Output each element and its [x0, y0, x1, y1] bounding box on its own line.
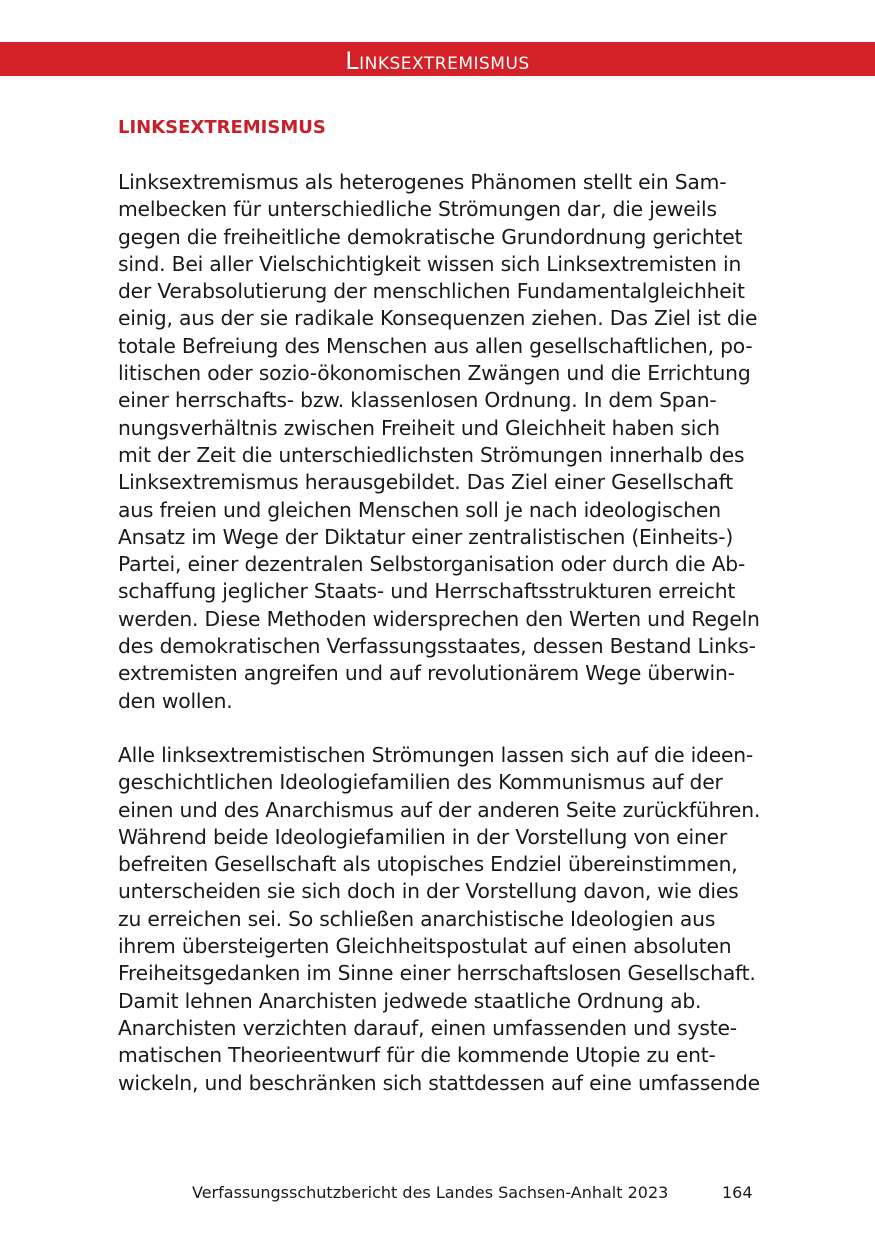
text-line: einen und des Anarchismus auf der anderen Seite zurückführen. — [118, 797, 761, 822]
text-line: Damit lehnen Anarchisten jedwede staatliche Ordnung ab. — [118, 988, 702, 1013]
text-line: aus freien und gleichen Menschen soll je nach ideologischen — [118, 497, 721, 522]
text-line: extremisten angreifen und auf revolutionärem Wege überwin- — [118, 661, 735, 686]
footer-publication-title: Verfassungsschutzbericht des Landes Sachsen-Anhalt 2023 — [192, 1183, 669, 1202]
text-line: Alle linksextremistischen Strömungen lassen sich auf die ideen- — [118, 743, 754, 767]
text-line: totale Befreiung des Menschen aus allen gesellschaftlichen, po- — [118, 333, 753, 358]
text-line: Freiheitsgedanken im Sinne einer herrschaftslosen Gesellschaft. — [118, 961, 756, 986]
text-line: matischen Theorieentwurf für die kommende Utopie zu ent- — [118, 1043, 716, 1068]
text-line: geschichtlichen Ideologiefamilien des Kommunismus auf der — [118, 770, 723, 795]
text-line: Ansatz im Wege der Diktatur einer zentralistischen (Einheits-) — [118, 524, 734, 549]
text-line: des demokratischen Verfassungsstaates, dessen Bestand Links- — [118, 634, 756, 659]
text-line: Während beide Ideologiefamilien in der Vorstellung von einer — [118, 824, 728, 849]
paragraph-2 — [118, 742, 768, 1097]
section-heading: LINKSEXTREMISMUS — [118, 117, 326, 138]
text-line: befreiten Gesellschaft als utopisches Endziel übereinstimmen, — [118, 852, 738, 877]
text-line: der Verabsolutierung der menschlichen Fundamentalgleichheit — [118, 279, 745, 304]
page-number: 164 — [722, 1183, 753, 1202]
text-line: den wollen. — [118, 688, 233, 713]
text-line: Linksextremismus herausgebildet. Das Ziel einer Gesellschaft — [118, 470, 733, 495]
text-line: einig, aus der sie radikale Konsequenzen ziehen. Das Ziel ist die — [118, 306, 758, 331]
text-line: Anarchisten verzichten darauf, einen umfassenden und syste- — [118, 1015, 737, 1040]
text-line: unterscheiden sie sich doch in der Vorstellung davon, wie dies — [118, 879, 739, 904]
text-line: mit der Zeit die unterschiedlichsten Strömungen innerhalb des — [118, 442, 745, 467]
paragraph-1 — [118, 169, 768, 715]
text-line: sind. Bei aller Vielschichtigkeit wissen sich Linksextremisten in — [118, 251, 742, 276]
chapter-title: Linksextremismus — [345, 47, 530, 75]
text-line: wickeln, und beschränken sich stattdessen auf eine umfassende — [118, 1070, 760, 1095]
text-line: melbecken für unterschiedliche Strömungen dar, die jeweils — [118, 197, 717, 222]
text-line: schaffung jeglicher Staats- und Herrschaftsstrukturen erreicht — [118, 579, 736, 604]
text-line: einer herrschafts- bzw. klassenlosen Ordnung. In dem Span- — [118, 388, 717, 413]
text-line: nungsverhältnis zwischen Freiheit und Gleichheit haben sich — [118, 415, 720, 440]
text-line: gegen die freiheitliche demokratische Grundordnung gerichtet — [118, 224, 743, 249]
text-line: Linksextremismus als heterogenes Phänomen stellt ein Sam- — [118, 170, 727, 194]
text-line: litischen oder sozio-ökonomischen Zwängen und die Errichtung — [118, 361, 751, 386]
text-line: Partei, einer dezentralen Selbstorganisation oder durch die Ab- — [118, 552, 746, 577]
text-line: werden. Diese Methoden widersprechen den Werten und Regeln — [118, 606, 760, 631]
text-line: ihrem übersteigerten Gleichheitspostulat auf einen absoluten — [118, 934, 732, 959]
text-line: zu erreichen sei. So schließen anarchistische Ideologien aus — [118, 906, 716, 931]
